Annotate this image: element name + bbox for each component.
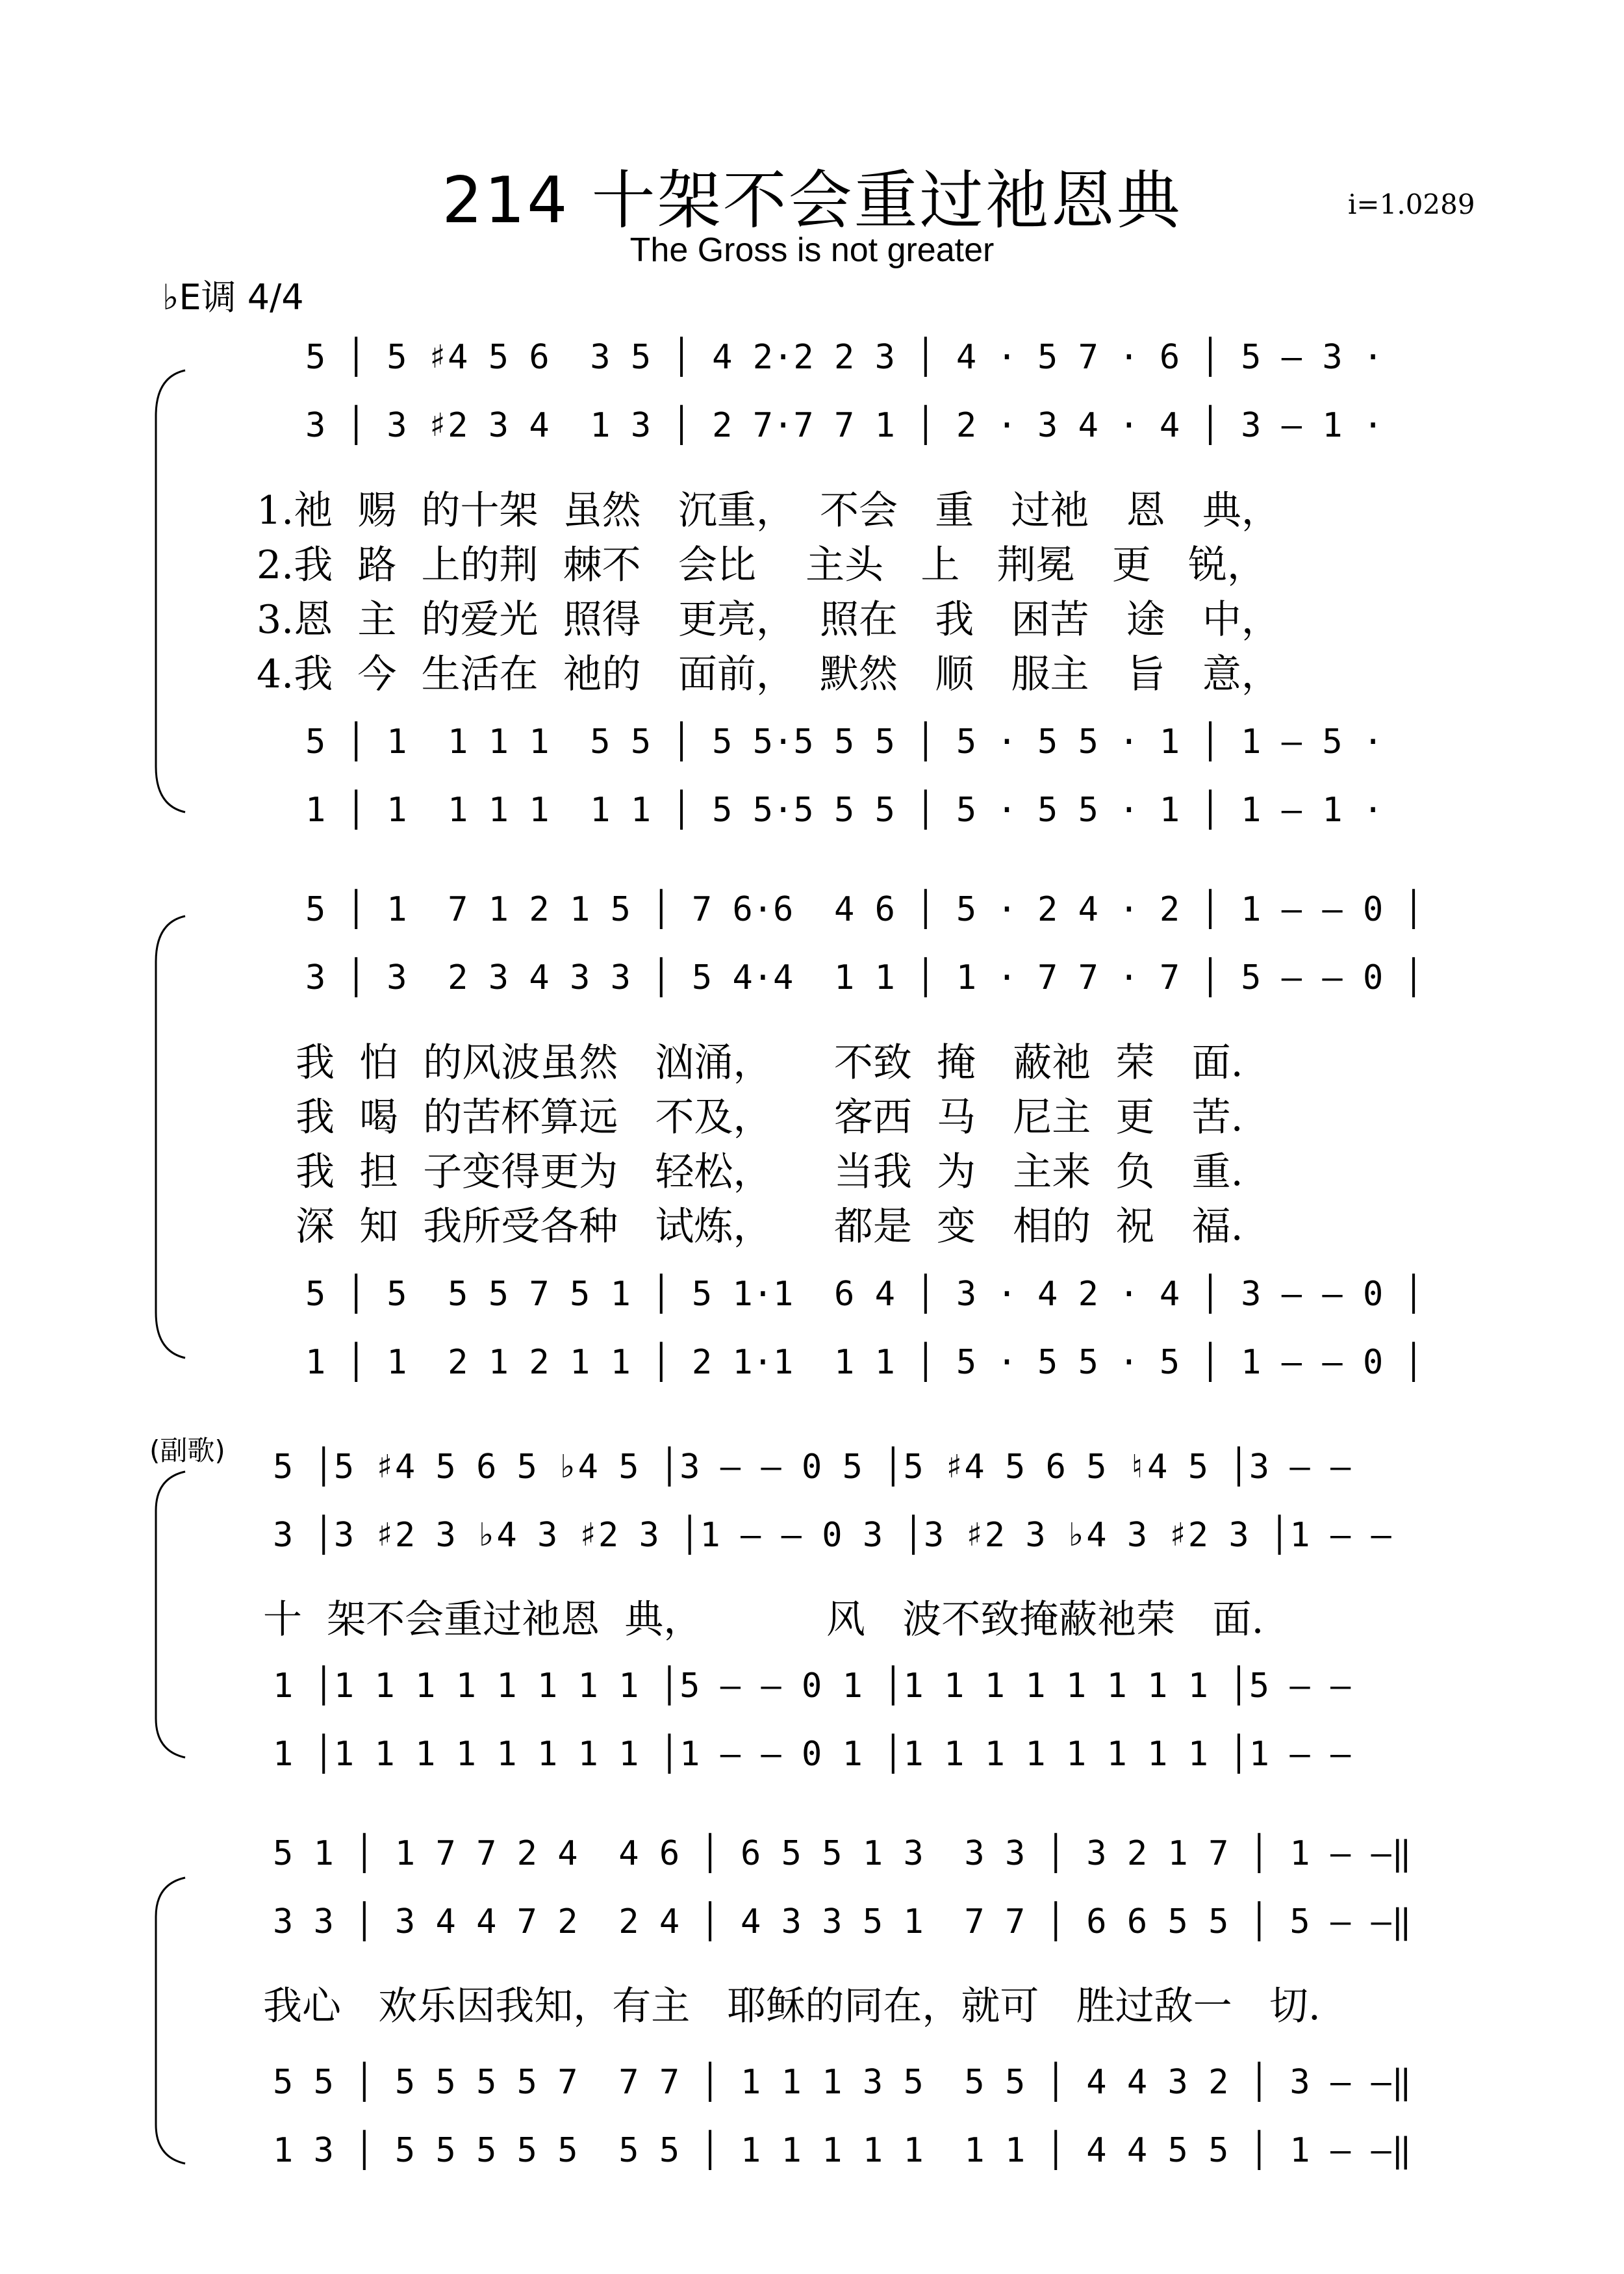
system-2-lyric-verse-3: 我 担 子变得更为 轻松， 当我 为 主来 负 重. — [296, 1149, 1243, 1195]
system-2-upper-voice-1: 5 │ 1 7 1 2 1 5 │ 7 6·6 4 6 │ 5 · 2 4 · 2 │ 1 — — 0 │ — [305, 890, 1424, 929]
system-brace-4 — [149, 1871, 188, 2170]
system-4-lyric: 我心 欢乐因我知，有主 耶稣的同在，就可 胜过敌一 切. — [263, 1984, 1321, 2029]
system-4-lower-voice-2: 1 3 │ 5 5 5 5 5 5 5 │ 1 1 1 1 1 1 1 │ 4 4 5 5 │ 1 — —‖ — [273, 2131, 1412, 2170]
system-2-lyric-verse-2: 我 喝 的苦杯算远 不及， 客西 马 尼主 更 苦. — [296, 1095, 1243, 1140]
system-1-upper-voice-1: 5 │ 5 ♯4 5 6 3 5 │ 4 2·2 2 3 │ 4 · 5 7 · 6 │ 5 — 3 · — [305, 338, 1384, 377]
system-1-lyric-verse-3: 3.恩 主 的爱光 照得 更亮， 照在 我 困苦 途 中， — [257, 597, 1280, 643]
key-signature: ♭E调 4/4 — [162, 277, 304, 318]
system-2-upper-voice-2: 3 │ 3 2 3 4 3 3 │ 5 4·4 1 1 │ 1 · 7 7 · 7 │ 5 — — 0 │ — [305, 958, 1424, 997]
tempo-marking: i=1.0289 — [1348, 188, 1475, 220]
system-4-upper-voice-1: 5 1 │ 1 7 7 2 4 4 6 │ 6 5 5 1 3 3 3 │ 3 2 1 7 │ 1 — —‖ — [273, 1834, 1412, 1873]
system-3-lower-voice-2: 1 │1 1 1 1 1 1 1 1 │1 — — 0 1 │1 1 1 1 1 1 1 1 │1 — — — [273, 1735, 1351, 1774]
system-brace-3 — [149, 1465, 188, 1764]
song-title: 214 十架不会重过祂恩典 — [442, 164, 1182, 238]
system-3-lower-voice-1: 1 │1 1 1 1 1 1 1 1 │5 — — 0 1 │1 1 1 1 1 1 1 1 │5 — — — [273, 1667, 1351, 1706]
system-3-lyric: 十 架不会重过祂恩 典， 风 波不致掩蔽祂荣 面. — [263, 1597, 1264, 1642]
system-2-lower-voice-2: 1 │ 1 2 1 2 1 1 │ 2 1·1 1 1 │ 5 · 5 5 · 5 │ 1 — — 0 │ — [305, 1343, 1424, 1382]
system-1-lyric-verse-1: 1.祂 赐 的十架 虽然 沉重， 不会 重 过祂 恩 典， — [257, 488, 1280, 533]
system-1-lyric-verse-4: 4.我 今 生活在 祂的 面前， 默然 顺 服主 旨 意， — [257, 652, 1280, 697]
system-3-upper-voice-1: 5 │5 ♯4 5 6 5 ♭4 5 │3 — — 0 5 │5 ♯4 5 6 5 ♮4 5 │3 — — — [273, 1448, 1351, 1487]
system-brace-1 — [149, 364, 188, 819]
chorus-label: (副歌) — [149, 1435, 225, 1466]
system-3-upper-voice-2: 3 │3 ♯2 3 ♭4 3 ♯2 3 │1 — — 0 3 │3 ♯2 3 ♭4 3 ♯2 3 │1 — — — [273, 1516, 1391, 1555]
system-brace-2 — [149, 910, 188, 1364]
system-2-lyric-verse-4: 深 知 我所受各种 试炼， 都是 变 相的 祝 福. — [296, 1204, 1243, 1249]
song-subtitle: The Gross is not greater — [629, 231, 995, 269]
system-1-lower-voice-1: 5 │ 1 1 1 1 5 5 │ 5 5·5 5 5 │ 5 · 5 5 · 1 │ 1 — 5 · — [305, 722, 1384, 761]
system-4-lower-voice-1: 5 5 │ 5 5 5 5 7 7 7 │ 1 1 1 3 5 5 5 │ 4 4 3 2 │ 3 — —‖ — [273, 2063, 1412, 2102]
system-1-upper-voice-2: 3 │ 3 ♯2 3 4 1 3 │ 2 7·7 7 1 │ 2 · 3 4 · 4 │ 3 — 1 · — [305, 406, 1384, 445]
system-1-lyric-verse-2: 2.我 路 上的荆 棘不 会比 主头 上 荆冕 更 锐， — [257, 543, 1267, 588]
system-2-lyric-verse-1: 我 怕 的风波虽然 汹涌， 不致 掩 蔽祂 荣 面. — [296, 1040, 1243, 1086]
system-2-lower-voice-1: 5 │ 5 5 5 7 5 1 │ 5 1·1 6 4 │ 3 · 4 2 · 4 │ 3 — — 0 │ — [305, 1275, 1424, 1314]
system-4-upper-voice-2: 3 3 │ 3 4 4 7 2 2 4 │ 4 3 3 5 1 7 7 │ 6 6 5 5 │ 5 — —‖ — [273, 1902, 1412, 1941]
system-1-lower-voice-2: 1 │ 1 1 1 1 1 1 │ 5 5·5 5 5 │ 5 · 5 5 · 1 │ 1 — 1 · — [305, 791, 1384, 830]
